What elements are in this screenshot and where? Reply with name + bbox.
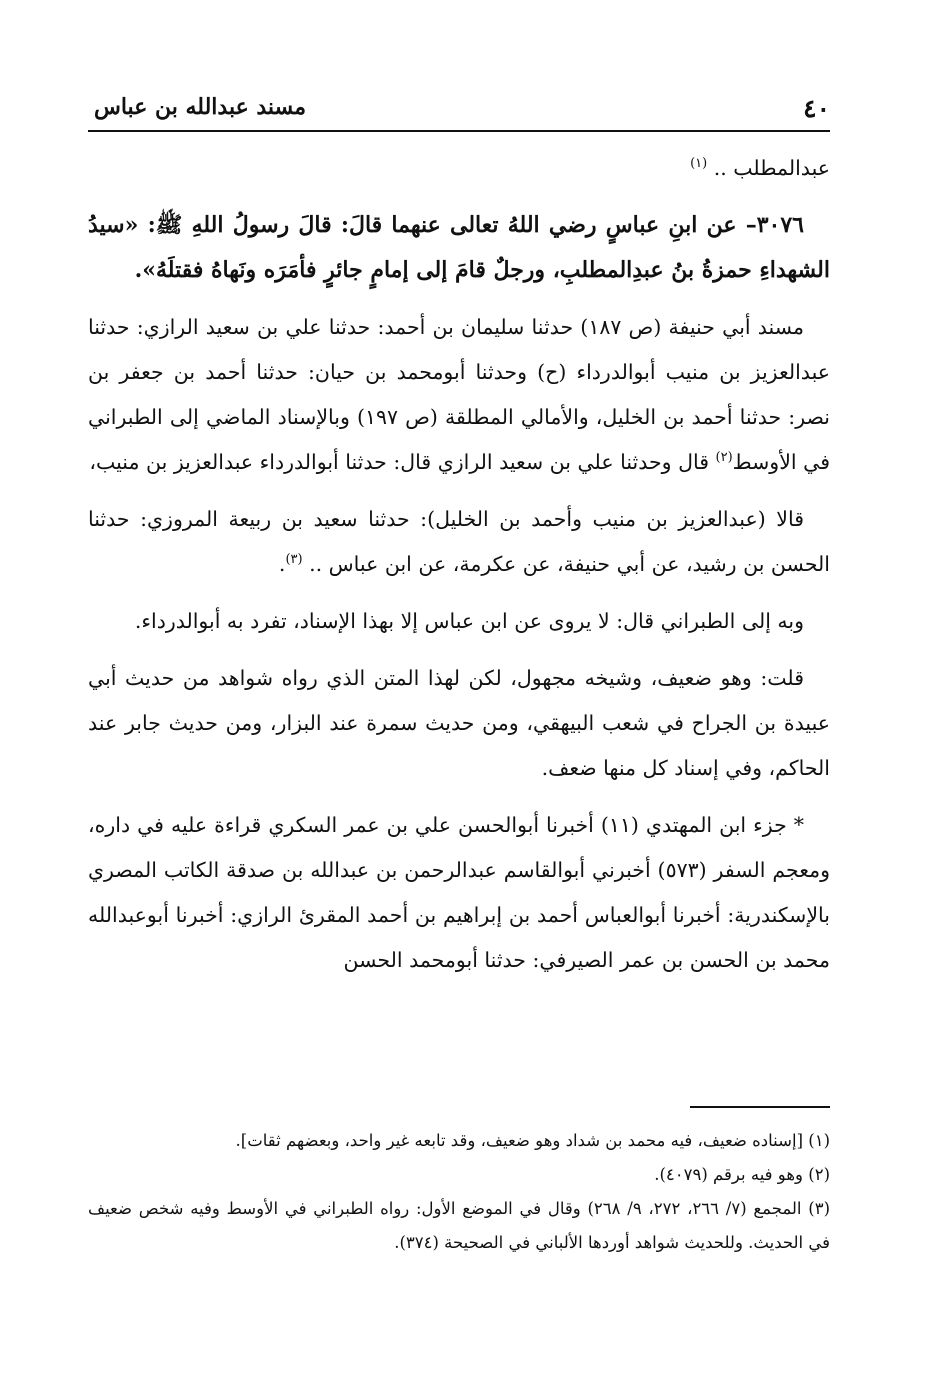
header-divider bbox=[88, 130, 830, 132]
main-text bbox=[88, 146, 830, 995]
footnote-3: (٣) المجمع (٧/ ٢٦٦، ٢٧٢، ٩/ ٢٦٨) وقال في الموضع الأول: رواه الطبراني في الأوسط وفيه شخص ضعيف في الحديث. وللحديث شواهد أوردها الألباني في الصحيحة (٣٧٤). bbox=[88, 1199, 831, 1252]
running-header bbox=[88, 92, 830, 128]
footnote-ref-1: (١) bbox=[690, 156, 708, 172]
isnad-1-text-b: قال وحدثنا علي بن سعيد الرازي قال: حدثنا أبوالدرداء عبدالعزيز بن منيب، bbox=[89, 450, 716, 474]
footnote-1: (١) [إسناده ضعيف، فيه محمد بن شداد وهو ضعيف، وقد تابعه غير واحد، وبعضهم ثقات]. bbox=[235, 1131, 830, 1150]
isnad-1-text-a: مسند أبي حنيفة (ص ١٨٧) حدثنا سليمان بن أحمد: حدثنا علي بن سعيد الرازي: حدثنا عبدالعزيز بن منيب أبوالدرداء (ح) وحدثنا أبومحمد بن حيان: حدثنا أحمد بن جعفر بن نصر: حدثنا أحمد بن الخليل، والأمالي المطلقة (ص ١٩٧) وبالإسناد الماضي إلى الطبراني في الأوسط bbox=[88, 315, 830, 474]
footnote-ref-3: (٣) bbox=[285, 552, 303, 568]
hadith-matn: عن ابنِ عباسٍ رضي اللهُ تعالى عنهما قالَ: قالَ رسولُ اللهِ ﷺ: «سيدُ الشهداءِ حمزةُ بنُ عبدِالمطلبِ، ورجلٌ قامَ إلى إمامٍ جائرٍ فأمَرَه ونَهاهُ فقتلَهُ». bbox=[88, 212, 830, 283]
isnad-2-text-b: . bbox=[278, 552, 286, 576]
page-number: ٤٠ bbox=[803, 94, 830, 123]
isnad-paragraph-1 bbox=[88, 305, 830, 485]
isnad-paragraph-2 bbox=[88, 497, 830, 587]
isnad-2-text-a: قالا (عبدالعزيز بن منيب وأحمد بن الخليل): حدثنا سعيد بن ربيعة المروزي: حدثنا الحسن بن رشيد، عن أبي حنيفة، عن عكرمة، عن ابن عباس .. bbox=[88, 507, 830, 576]
footnote-2: (٢) وهو فيه برقم (٤٠٧٩). bbox=[654, 1165, 830, 1184]
footnotes bbox=[88, 1124, 830, 1260]
footnote-divider bbox=[690, 1106, 830, 1108]
continuation-text: عبدالمطلب .. bbox=[707, 156, 830, 180]
juz-paragraph: * جزء ابن المهتدي (١١) أخبرنا أبوالحسن علي بن عمر السكري قراءة عليه في داره، ومعجم السفر (٥٧٣) أخبرني أبوالقاسم عبدالرحمن بن عبدالله بن صدقة الكاتب المصري بالإسكندرية: أخبرنا أبوالعباس أحمد بن إبراهيم بن أحمد المقرئ الرازي: أخبرنا أبوعبدالله محمد بن الحسن بن عمر الصيرفي: حدثنا أبومحمد الحسن bbox=[88, 813, 830, 972]
footnote-ref-2: (٢) bbox=[715, 450, 733, 466]
tabarani-paragraph: وبه إلى الطبراني قال: لا يروى عن ابن عباس إلا بهذا الإسناد، تفرد به أبوالدرداء. bbox=[134, 609, 804, 633]
running-title: مسند عبدالله بن عباس bbox=[94, 94, 306, 120]
continuation-line bbox=[88, 146, 830, 191]
comment-paragraph: قلت: وهو ضعيف، وشيخه مجهول، لكن لهذا المتن الذي رواه شواهد من حديث أبي عبيدة بن الجراح في شعب البيهقي، ومن حديث سمرة عند البزار، ومن حديث جابر عند الحاكم، وفي إسناد كل منها ضعف. bbox=[88, 666, 830, 780]
hadith-text bbox=[88, 203, 830, 293]
hadith-number: ٣٠٧٦– bbox=[745, 212, 804, 238]
